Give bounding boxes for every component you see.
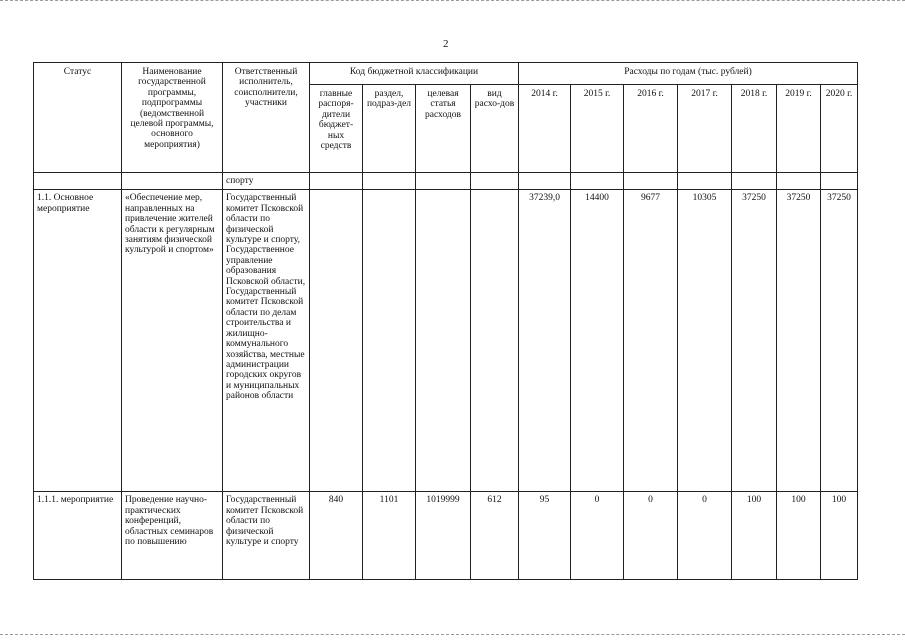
table-row: [34, 173, 858, 190]
row-value-2017: [678, 173, 732, 190]
row-value-2020: 37250: [821, 190, 858, 492]
row-value-2019: [777, 173, 821, 190]
row-code-section: 1101: [363, 492, 416, 580]
row-value-2015: 14400: [571, 190, 624, 492]
header-year-2018: 2018 г.: [732, 85, 777, 173]
header-program-name: Наименование государственной программы, подпрограммы (ведомственной целевой программы, основного мероприятия): [122, 63, 223, 173]
row-executor: Государственный комитет Псковской области по физической культуре и спорту: [223, 492, 310, 580]
page-number: 2: [443, 38, 449, 50]
row-value-2018: 37250: [732, 190, 777, 492]
scan-edge-top: [0, 0, 905, 1]
row-code-section: [363, 173, 416, 190]
header-year-2017: 2017 г.: [678, 85, 732, 173]
table-row: [34, 492, 858, 580]
row-status: 1.1.1. мероприятие: [34, 492, 122, 580]
row-code-article: 1019999: [416, 492, 471, 580]
row-value-2018: 100: [732, 492, 777, 580]
row-value-2014: 95: [519, 492, 571, 580]
header-expenses: Расходы по годам (тыс. рублей): [519, 63, 858, 85]
row-code-section: [363, 190, 416, 492]
row-value-2014: 37239,0: [519, 190, 571, 492]
row-value-2016: 9677: [624, 190, 678, 492]
table-row: [34, 190, 858, 492]
row-status: [34, 173, 122, 190]
row-code-article: [416, 173, 471, 190]
row-code-manager: [310, 173, 363, 190]
row-executor: Государственный комитет Псковской области по физической культуре и спорту, Государственное управление образования Псковской области, Государственный комитет Псковской области по делам строительства и жилищно-коммунального хозяйства, местные администрации городских округов и муниципальных районов области: [223, 190, 310, 492]
row-code-type: [471, 190, 519, 492]
row-value-2018: [732, 173, 777, 190]
header-code-expense-type: вид расхо-дов: [471, 85, 519, 173]
row-name: «Обеспечение мер, направленных на привлечение жителей области к регулярным занятиям физической культурой и спортом»: [122, 190, 223, 492]
header-year-2019: 2019 г.: [777, 85, 821, 173]
row-code-type: 612: [471, 492, 519, 580]
header-year-2015: 2015 г.: [571, 85, 624, 173]
header-executor: Ответственный исполнитель, соисполнители, участники: [223, 63, 310, 173]
scan-edge-bottom: [0, 634, 905, 635]
row-value-2019: 37250: [777, 190, 821, 492]
row-value-2017: 0: [678, 492, 732, 580]
row-code-manager: [310, 190, 363, 492]
row-value-2017: 10305: [678, 190, 732, 492]
header-code-target-article: целевая статья расходов: [416, 85, 471, 173]
row-executor: спорту: [223, 173, 310, 190]
row-value-2019: 100: [777, 492, 821, 580]
header-budget-code: Код бюджетной классификации: [310, 63, 519, 85]
row-code-article: [416, 190, 471, 492]
row-value-2015: [571, 173, 624, 190]
row-value-2016: [624, 173, 678, 190]
row-name: Проведение научно-практических конференций, областных семинаров по повышению: [122, 492, 223, 580]
row-code-manager: 840: [310, 492, 363, 580]
header-year-2014: 2014 г.: [519, 85, 571, 173]
row-value-2016: 0: [624, 492, 678, 580]
header-code-main-manager: главные распоря-дители бюджет-ных средств: [310, 85, 363, 173]
header-status: Статус: [34, 63, 122, 173]
row-name: [122, 173, 223, 190]
header-year-2016: 2016 г.: [624, 85, 678, 173]
row-value-2014: [519, 173, 571, 190]
header-year-2020: 2020 г.: [821, 85, 858, 173]
header-code-section: раздел, подраз-дел: [363, 85, 416, 173]
row-status: 1.1. Основное мероприятие: [34, 190, 122, 492]
row-value-2015: 0: [571, 492, 624, 580]
row-value-2020: 100: [821, 492, 858, 580]
row-code-type: [471, 173, 519, 190]
row-value-2020: [821, 173, 858, 190]
budget-table: [33, 62, 858, 580]
